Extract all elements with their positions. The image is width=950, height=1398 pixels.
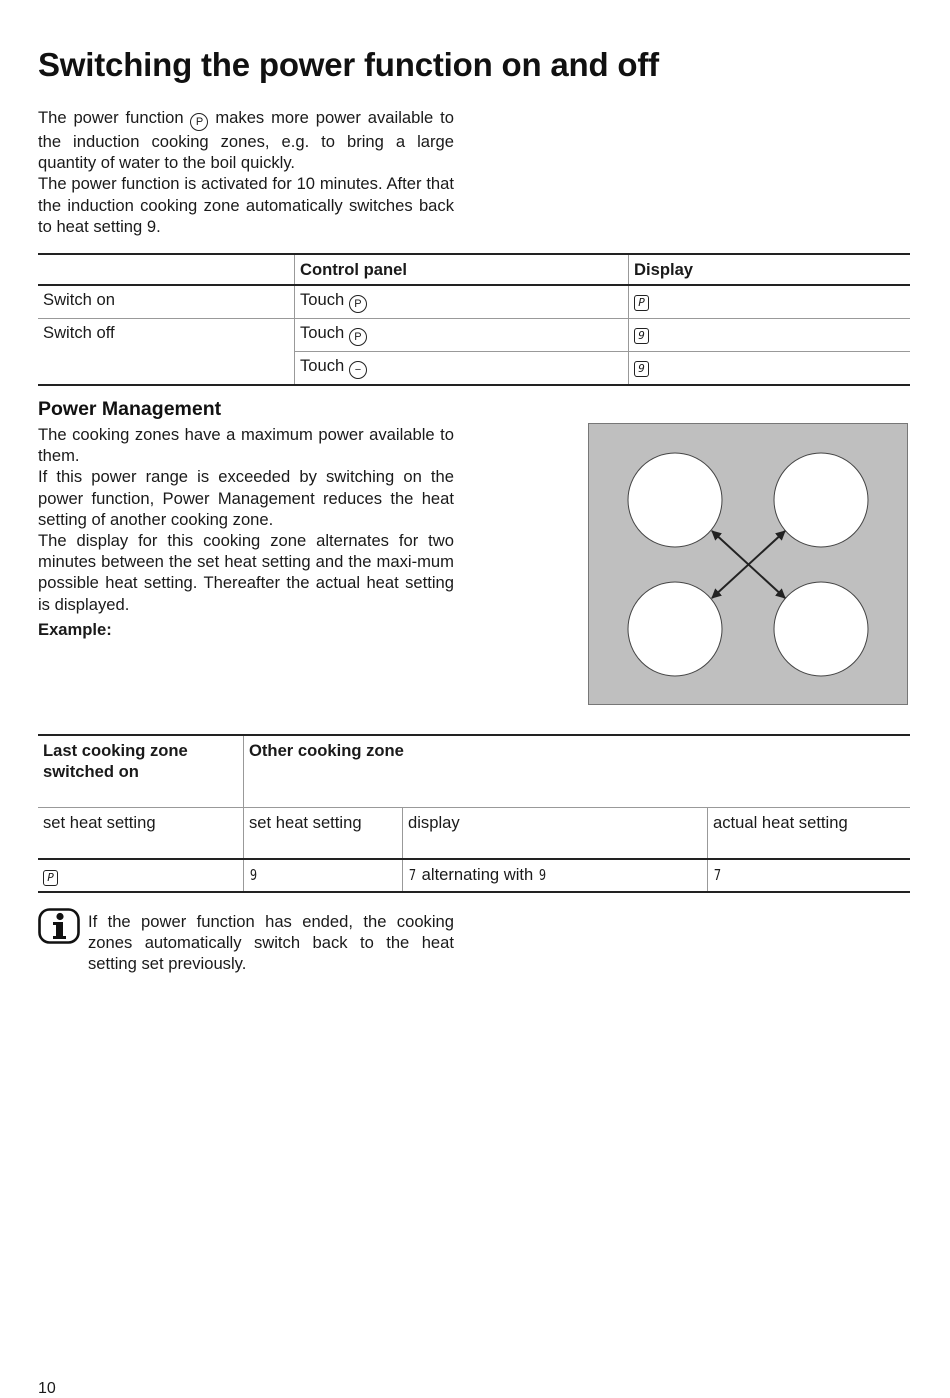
cooking-zone-rear-right <box>774 582 868 676</box>
info-note: If the power function has ended, the cooking zones automatically switch back to the heat setting set previously. <box>88 912 454 974</box>
cooking-zone-front-left <box>628 453 722 547</box>
intro-paragraph-1: The power function P makes more power available to the induction cooking zones, e.g. to bring a large quantity of water to the boil quickly. <box>38 108 454 173</box>
power-management-text: The cooking zones have a maximum power available to them. If this power range is exceeded by switching on the power function, Power Management reduces the heat setting of another cooking zone. The display for this cooking zone alternates for two minutes between the set heat setting and the maxi-mum possible heat setting. Thereafter the actual heat setting is displayed. Example: <box>38 425 454 639</box>
minus-key-icon: − <box>349 361 367 379</box>
info-icon <box>38 908 80 944</box>
power-function-symbol-icon: P <box>190 113 208 131</box>
power-key-icon: P <box>349 295 367 313</box>
display-9-digit: 9 <box>249 866 258 884</box>
cooktop-zones-diagram <box>588 423 908 705</box>
section-heading-power-management: Power Management <box>38 398 222 420</box>
table-subheader-row: set heat setting set heat setting display actual heat setting <box>38 808 910 860</box>
display-9-digit: 9 <box>538 866 547 884</box>
display-p-icon: P <box>43 870 58 886</box>
intro-paragraph-2: The power function is activated for 10 minutes. After that the induction cooking zone automatically switches back to heat setting 9. <box>38 174 454 236</box>
power-function-table <box>38 253 910 386</box>
page-number: 10 <box>38 1380 56 1397</box>
table-header-row: Last cooking zone switched on Other cooking zone <box>38 735 910 808</box>
column-header-display: Display <box>629 254 911 285</box>
display-7-digit: 7 <box>713 866 722 884</box>
example-label: Example: <box>38 619 112 639</box>
page-title: Switching the power function on and off <box>38 46 659 83</box>
display-7-digit: 7 <box>408 866 417 884</box>
table-row: P 9 7 alternating with 9 7 <box>38 859 910 892</box>
intro-text <box>38 107 454 237</box>
cooking-zone-rear-left <box>628 582 722 676</box>
power-key-icon: P <box>349 328 367 346</box>
power-management-example-table <box>38 734 910 893</box>
display-9-icon: 9 <box>634 328 649 344</box>
table-header-row <box>38 254 910 285</box>
column-header-control-panel: Control panel <box>295 254 629 285</box>
display-9-icon: 9 <box>634 361 649 377</box>
table-row: Switch off Touch P 9 <box>38 319 910 352</box>
table-row: Touch − 9 <box>38 352 910 386</box>
table-row: Switch on Touch P P <box>38 285 910 319</box>
display-p-icon: P <box>634 295 649 311</box>
cooking-zone-front-right <box>774 453 868 547</box>
